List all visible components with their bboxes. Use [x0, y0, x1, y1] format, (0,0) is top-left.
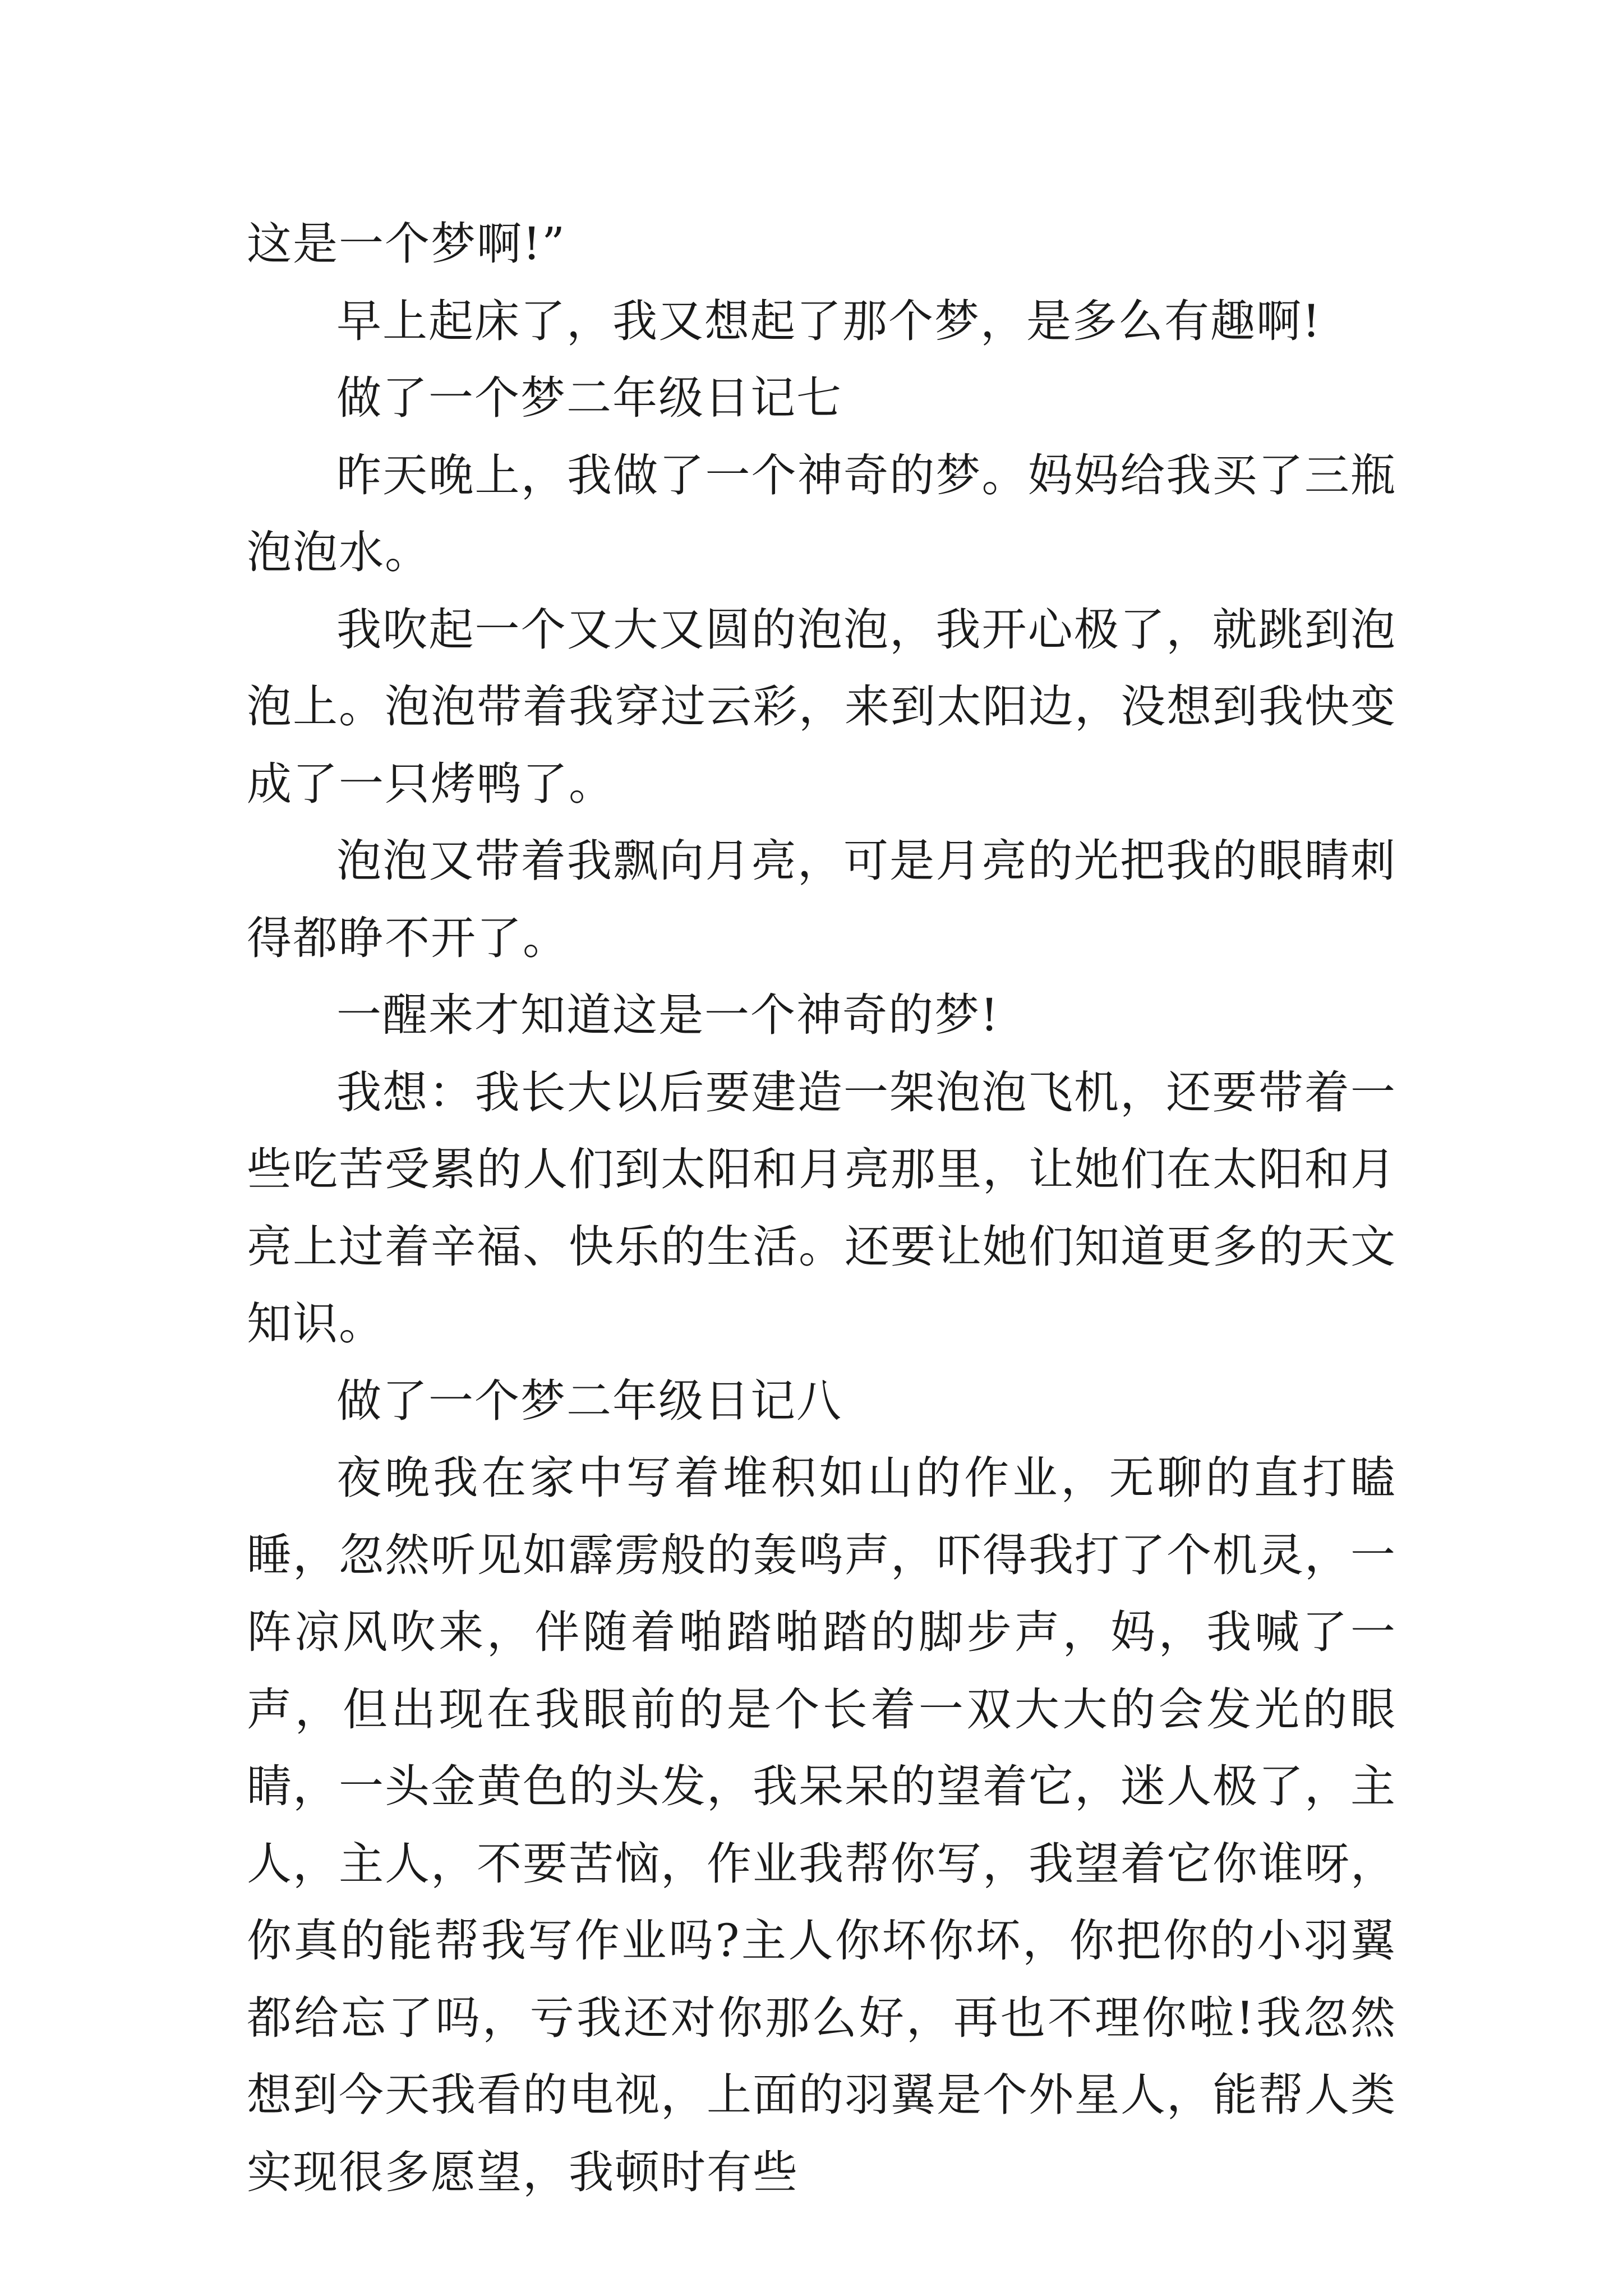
paragraph-wake-up: 一醒来才知道这是一个神奇的梦! [336, 989, 1000, 1041]
paragraph-morning: 早上起床了，我又想起了那个梦，是多么有趣啊! [336, 295, 1322, 347]
paragraph-night-homework: 夜晚我在家中写着堆积如山的作业，无聊的直打瞌睡，忽然听见如霹雳般的轰鸣声，吓得我打了个机灵，一阵凉风吹来，伴随着啪踏啪踏的脚步声，妈，我喊了一声，但出现在我眼前的是个长着一双大大的会发光的眼睛，一头金黄色的头发，我呆呆的望着它，迷人极了，主人，主人，不要苦恼，作业我帮你写，我望着它你谁呀，你真的能帮我写作业吗?主人你坏你坏，你把你的小羽翼都给忘了吗，亏我还对你那么好，再也不理你啦!我忽然想到今天我看的电视，上面的羽翼是个外星人，能帮人类实现很多愿望，我顿时有些 [247, 1452, 1396, 2198]
paragraph-bubble-sun: 我吹起一个又大又圆的泡泡，我开心极了，就跳到泡泡上。泡泡带着我穿过云彩，来到太阳边，没想到我快变成了一只烤鸭了。 [247, 603, 1396, 810]
document-body [247, 205, 1396, 2211]
paragraph-dream-end: 这是一个梦啊!” [247, 218, 566, 270]
diary-heading-seven: 做了一个梦二年级日记七 [336, 372, 842, 424]
paragraph-wish: 我想：我长大以后要建造一架泡泡飞机，还要带着一些吃苦受累的人们到太阳和月亮那里，让她们在太阳和月亮上过着辛福、快乐的生活。还要让她们知道更多的天文知识。 [247, 1066, 1396, 1350]
paragraph-bubble-moon: 泡泡又带着我飘向月亮，可是月亮的光把我的眼睛刺得都睁不开了。 [247, 835, 1396, 964]
paragraph-last-night: 昨天晚上，我做了一个神奇的梦。妈妈给我买了三瓶泡泡水。 [247, 449, 1396, 578]
diary-heading-eight: 做了一个梦二年级日记八 [336, 1374, 842, 1427]
